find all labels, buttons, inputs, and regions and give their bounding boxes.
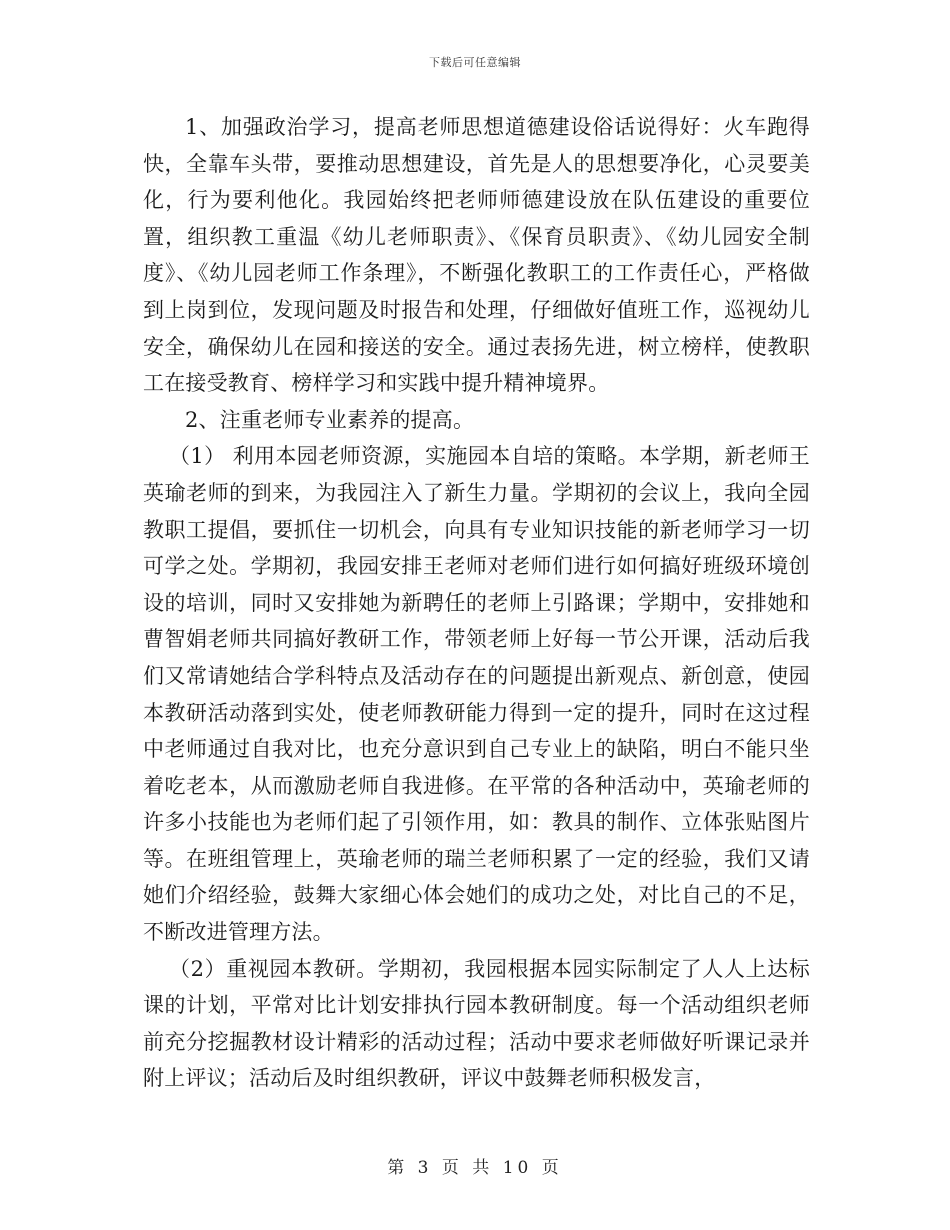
document-body <box>143 109 810 1097</box>
page-number-footer: 第 3 页 共 10 页 <box>387 1158 563 1178</box>
paragraph-self-training: （1） 利用本园老师资源，实施园本自培的策略。本学期，新老师王英瑜老师的到来，为我园注入了新生力量。学期初的会议上，我向全园教职工提倡，要抓住一切机会，向具有专业知识技能的新老师学习一切可学之处。学期初，我园安排王老师对老师们进行如何搞好班级环境创设的培训，同时又安排她为新聘任的老师上引路课；学期中，安排她和曹智娟老师共同搞好教研工作，带领老师上好每一节公开课，活动后我们又常请她结合学科特点及活动存在的问题提出新观点、新创意，使园本教研活动落到实处，使老师教研能力得到一定的提升，同时在这过程中老师通过自我对比，也充分意识到自己专业上的缺陷，明白不能只坐着吃老本，从而激励老师自我进修。在平常的各种活动中，英瑜老师的许多小技能也为老师们起了引领作用，如：教具的制作、立体张贴图片等。在班组管理上，英瑜老师的瑞兰老师积累了一定的经验，我们又请她们介绍经验，鼓舞大家细心体会她们的成功之处，对比自己的不足，不断改进管理方法。 <box>143 444 810 945</box>
paragraph-political-study: 1、加强政治学习，提高老师思想道德建设俗话说得好：火车跑得快，全靠车头带，要推动思想建设，首先是人的思想要净化，心灵要美化，行为要利他化。我园始终把老师师德建设放在队伍建设的重要位置，组织教工重温《幼儿老师职责》、《保育员职责》、《幼儿园安全制度》、《幼儿园老师工作条理》，不断强化教职工的工作责任心，严格做到上岗到位，发现问题及时报告和处理，仔细做好值班工作，巡视幼儿安全，确保幼儿在园和接送的安全。通过表扬先进，树立榜样，使教职工在接受教育、榜样学习和实践中提升精神境界。 <box>143 115 810 396</box>
paragraph-school-research: （2）重视园本教研。学期初，我园根据本园实际制定了人人上达标课的计划，平常对比计划安排执行园本教研制度。每一个活动组织老师前充分挖掘教材设计精彩的活动过程；活动中要求老师做好听课记录并附上评议；活动后及时组织教研，评议中鼓舞老师积极发言， <box>143 956 810 1091</box>
paragraph-professional-heading: 2、注重老师专业素养的提高。 <box>185 407 475 432</box>
header-note: 下载后可任意编辑 <box>429 56 521 69</box>
